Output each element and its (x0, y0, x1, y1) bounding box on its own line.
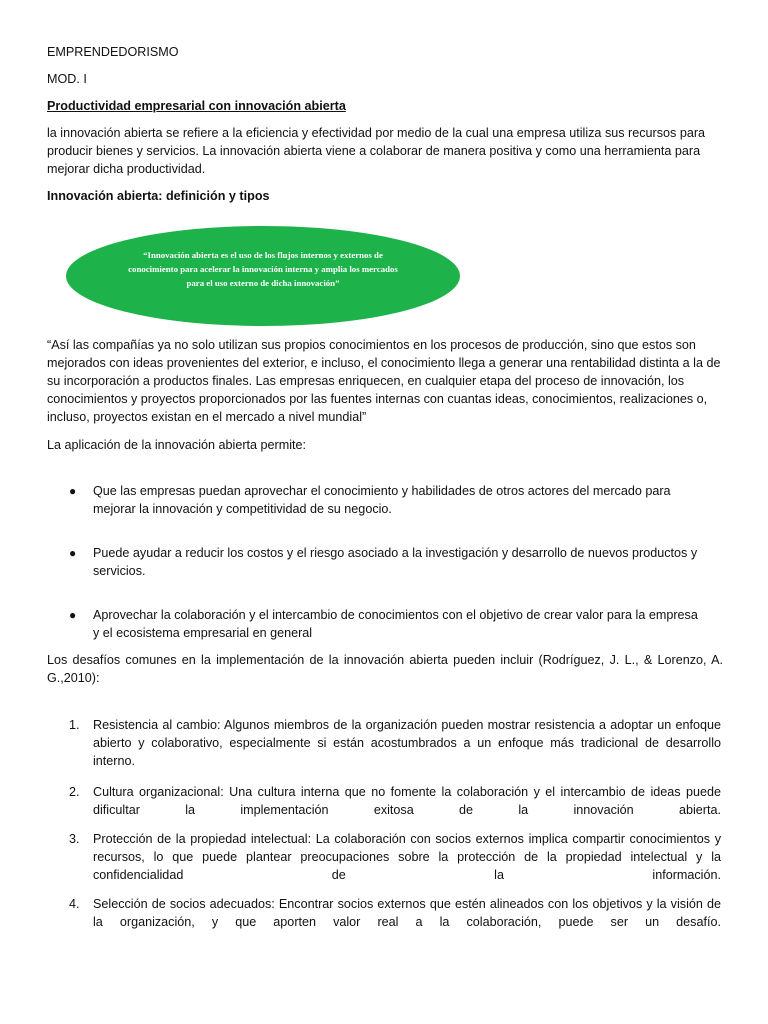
bullet-icon: ● (69, 608, 77, 622)
list-item-text: Puede ayudar a reducir los costos y el riesgo asociado a la investigación y desarrollo de nuevos productos y servicios. (93, 546, 698, 578)
bullet-icon: ● (69, 484, 77, 498)
definition-ellipse (66, 226, 460, 326)
list-item-text: Aprovechar la colaboración y el intercambio de conocimientos con el objetivo de crear valor para la empresa y el ecosistema empresarial en general (93, 608, 698, 640)
item-number: 3. (69, 832, 80, 846)
module-label: MOD. I (47, 72, 87, 86)
item-text: Selección de socios adecuados: Encontrar socios externos que estén alineados con los objetivos y la visión de la organización, y que aporten valor real a la colaboración, puede ser un desafío. (93, 897, 721, 929)
list-item-text: Que las empresas puedan aprovechar el conocimiento y habilidades de otros actores del mercado para mejorar la innovación y competitividad de su negocio. (93, 484, 671, 516)
item-number: 1. (69, 718, 80, 732)
subject-label: EMPRENDEDORISMO (47, 45, 179, 59)
definition-quote: “Innovación abierta es el uso de los flujos internos y externos de conocimiento para acelerar la innovación interna y amplia los mercados para el uso externo de dicha innovación” (128, 250, 398, 288)
application-intro: La aplicación de la innovación abierta permite: (47, 438, 307, 452)
item-number: 2. (69, 785, 80, 799)
item-text: Cultura organizacional: Una cultura interna que no fomente la colaboración y el intercambio de ideas puede dificultar la implementación exitosa de la innovación abierta. (93, 785, 721, 817)
section-title-innovacion: Innovación abierta: definición y tipos (47, 189, 270, 203)
item-number: 4. (69, 897, 80, 911)
quote-paragraph: “Así las compañías ya no solo utilizan sus propios conocimientos en los procesos de producción, sino que estos son mejorados con ideas provenientes del exterior, e incluso, el conocimiento llega a generar una rentabilidad distinta a la de su incorporación a productos finales. Las empresas enriquecen, en cualquier etapa del proceso de innovación, los conocimientos y proyectos proporcionados por las fuentes internas con cuantas ideas, conocimientos, realizaciones o, incluso, proyectos existan en el mercado a nivel mundial” (47, 338, 721, 424)
bullet-icon: ● (69, 546, 77, 560)
section-title-productividad: Productividad empresarial con innovación abierta (47, 99, 346, 113)
item-text: Protección de la propiedad intelectual: La colaboración con socios externos implica compartir conocimientos y recursos, lo que puede plantear preocupaciones sobre la protección de la propiedad intelectual y la confidencialidad de la información. (93, 832, 721, 882)
section-paragraph-productividad: la innovación abierta se refiere a la eficiencia y efectividad por medio de la cual una empresa utiliza sus recursos para producir bienes y servicios. La innovación abierta viene a colaborar de manera positiva y como una herramienta para mejorar dicha productividad. (47, 126, 706, 176)
challenges-intro: Los desafíos comunes en la implementación de la innovación abierta pueden incluir (Rodríguez, J. L., & Lorenzo, A. G.,2010): (47, 653, 723, 685)
item-text: Resistencia al cambio: Algunos miembros de la organización pueden mostrar resistencia a adoptar un enfoque abierto y colaborativo, especialmente si están acostumbrados a un enfoque más tradicional de desarrollo interno. (93, 718, 721, 768)
